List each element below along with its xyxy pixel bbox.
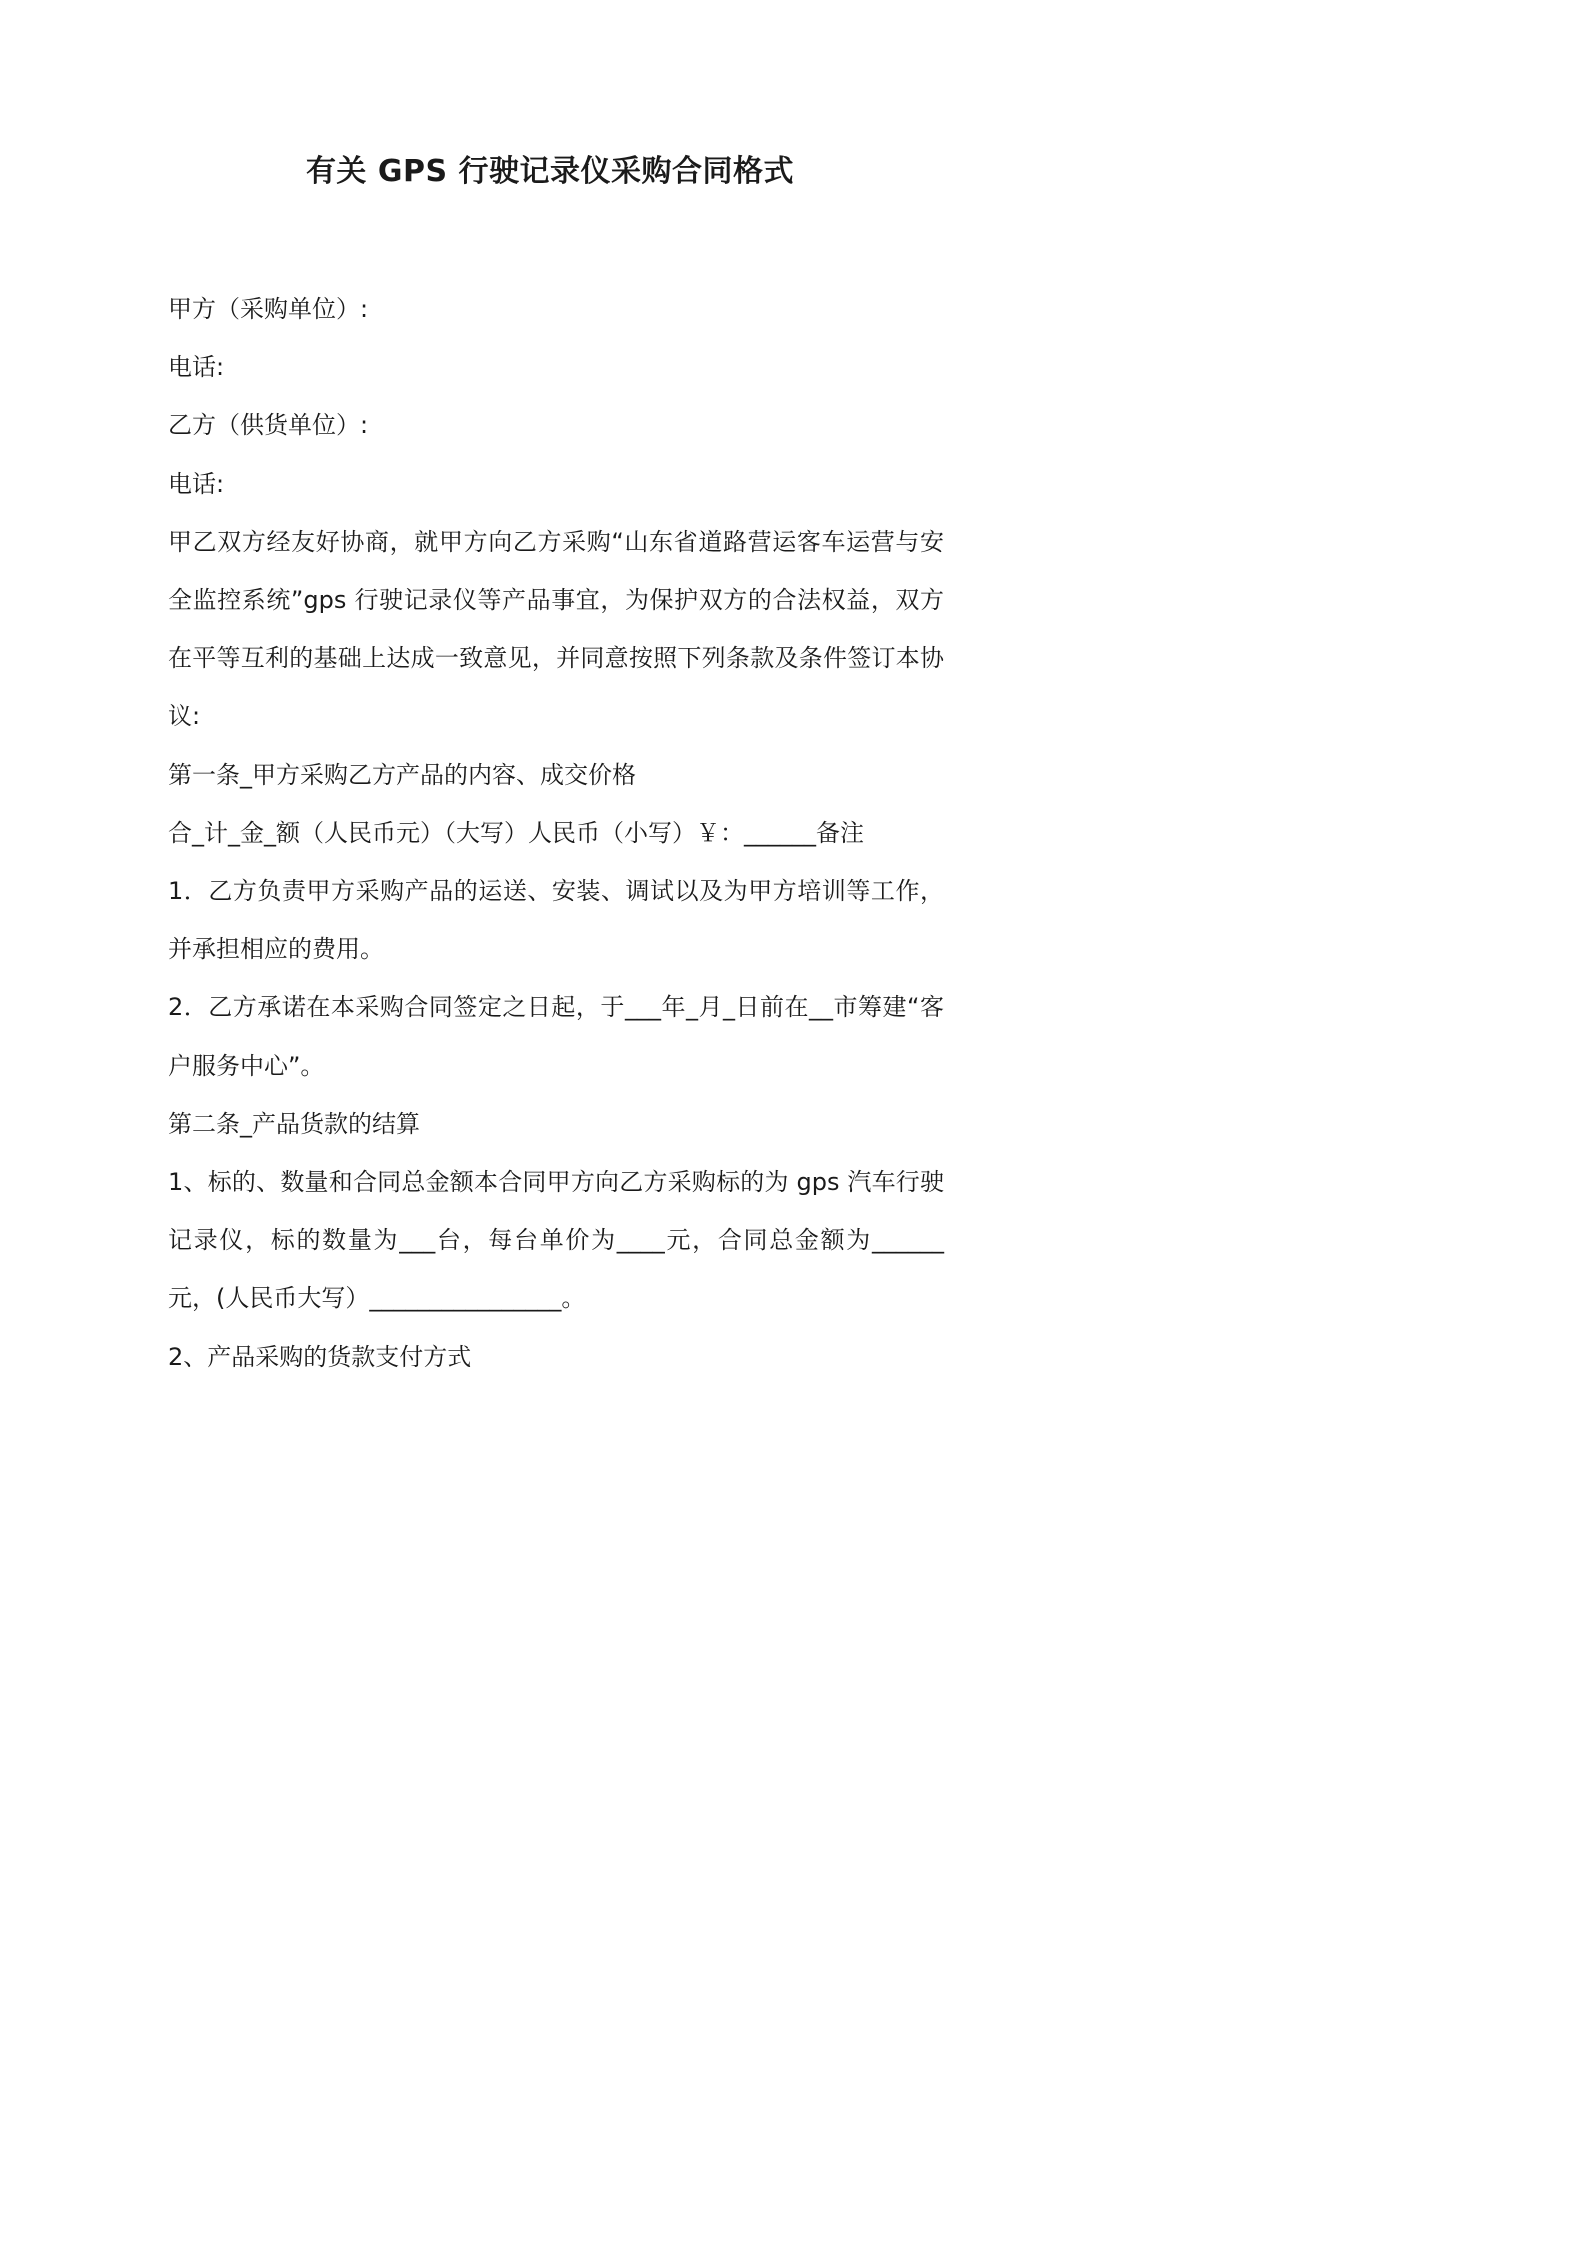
article-1-clause-1: 1．乙方负责甲方采购产品的运送、安装、调试以及为甲方培训等工作，并承担相应的费用。 <box>168 877 944 964</box>
preamble-paragraph: 甲乙双方经友好协商，就甲方向乙方采购“山东省道路营运客车运营与安全监控系统”gps 行驶记录仪等产品事宜，为保护双方的合法权益，双方在平等互利的基础上达成一致意见，并同意按照下列条款及条件签订本协议: <box>168 527 944 731</box>
total-amount-line: 合_计_金_额（人民币元）（大写）人民币（小写）￥：______备注 <box>168 818 864 847</box>
party-b-line: 乙方（供货单位）: <box>168 411 369 440</box>
article-2-clause-2: 2、产品采购的货款支付方式 <box>168 1342 472 1371</box>
article-2-clause-1: 1、标的、数量和合同总金额本合同甲方向乙方采购标的为 gps 汽车行驶记录仪，标的数量为___台，每台单价为____元，合同总金额为______元，(人民币大写）________________。 <box>168 1168 944 1313</box>
party-a-line: 甲方（采购单位）: <box>168 295 369 323</box>
article-1-heading: 第一条_甲方采购乙方产品的内容、成交价格 <box>168 760 636 789</box>
document-page <box>0 0 1100 1556</box>
document-title: 有关 GPS 行驶记录仪采购合同格式 <box>305 154 795 189</box>
party-a-phone-line: 电话: <box>168 353 225 382</box>
document-body <box>168 280 944 1386</box>
article-1-clause-2: 2．乙方承诺在本采购合同签定之日起，于___年_月_日前在__市筹建“客户服务中心”。 <box>168 993 944 1080</box>
party-b-phone-line: 电话: <box>168 469 225 498</box>
article-2-heading: 第二条_产品货款的结算 <box>168 1109 420 1138</box>
